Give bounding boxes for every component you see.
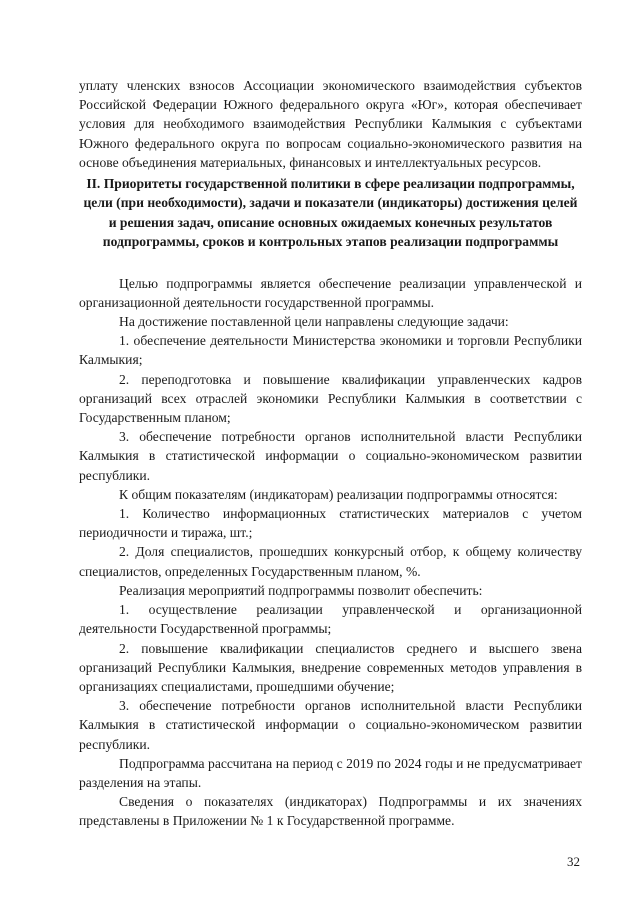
result-item-1: 1. осуществление реализации управленческой и организационной деятельности Государственной программы; xyxy=(79,602,582,637)
task-item-2: 2. переподготовка и повышение квалификации управленческих кадров организаций всех отраслей экономики Республики Калмыкия в соответствии с Государственным планом; xyxy=(79,371,582,426)
result-item-3: 3. обеспечение потребности органов исполнительной власти Республики Калмыкия в статистической информации о социально-экономическом развитии республики. xyxy=(79,698,582,752)
tasks-intro: На достижение поставленной цели направлены следующие задачи: xyxy=(119,314,509,330)
spacer xyxy=(79,252,582,274)
result-item-2: 2. повышение квалификации специалистов среднего и высшего звена организаций Республики Калмыкия, внедрение современных методов управления в организациях специалистами, прошедшими обучение; xyxy=(79,640,582,694)
goal-paragraph: Целью подпрограммы является обеспечение реализации управленческой и организационной деятельности государственной программы. xyxy=(79,275,582,310)
page-number: 32 xyxy=(567,854,580,869)
task-item-3: 3. обеспечение потребности органов исполнительной власти Республики Калмыкия в статистической информации о социально-экономическом развитии республики. xyxy=(79,429,582,483)
indicators-intro: К общим показателям (индикаторам) реализации подпрограммы относятся: xyxy=(119,486,558,502)
section-heading: II. Приоритеты государственной политики в сфере реализации подпрограммы, цели (при необходимости), задачи и показатели (индикаторы) достижения целей и решения задач, описание основных ожидаемых конечных результатов подпрограммы, сроков и контрольных этапов реализации подпрограммы xyxy=(83,176,578,250)
appendix-reference: Сведения о показателях (индикаторах) Подпрограммы и их значениях представлены в Приложении № 1 к Государственной программе. xyxy=(79,794,582,829)
continuation-paragraph: уплату членских взносов Ассоциации экономического взаимодействия субъектов Российской Федерации Южного федерального округа «Юг», которая обеспечивает условия для необходимого взаимодействия Республики Калмыкия с субъектами Южного федерального округа по вопросам социально-экономического развития на основе объединения материальных, финансовых и интеллектуальных ресурсов. xyxy=(79,78,582,170)
page-content xyxy=(79,76,582,831)
results-intro: Реализация мероприятий подпрограммы позволит обеспечить: xyxy=(119,582,483,598)
indicator-item-1: 1. Количество информационных статистических материалов с учетом периодичности и тиража, шт.; xyxy=(79,506,582,541)
task-item-1: 1. обеспечение деятельности Министерства экономики и торговли Республики Калмыкия; xyxy=(79,333,582,368)
indicator-item-2: 2. Доля специалистов, прошедших конкурсный отбор, к общему количеству специалистов, определенных Государственным планом, %. xyxy=(79,544,582,579)
period-paragraph: Подпрограмма рассчитана на период с 2019 по 2024 годы и не предусматривает разделения на этапы. xyxy=(79,755,582,790)
